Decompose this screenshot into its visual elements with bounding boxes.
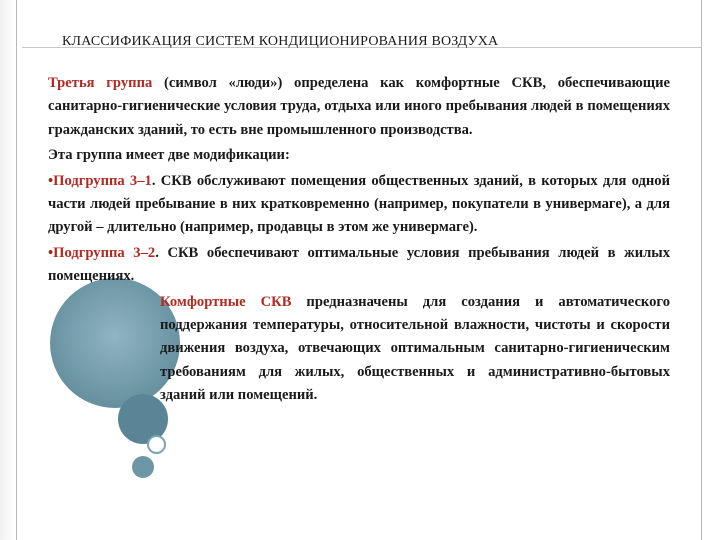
bullet-subgroup-3-1 xyxy=(48,170,670,240)
decorative-ring-small xyxy=(147,435,166,454)
paragraph-comfort-systems xyxy=(48,291,670,408)
third-group-lead: Третья группа xyxy=(48,75,153,91)
subgroup-3-2-lead: Подгруппа 3–2 xyxy=(53,244,156,261)
third-group-text: (символ «люди») определена как комфортные СКВ, обеспечивающие санитарно-гигиенические условия труда, отдыха или иного пребывания людей в помещениях гражданских зданий, то есть вне промышленного производства. xyxy=(48,75,670,138)
subgroup-3-2-text: . СКВ обеспечивают оптимальные условия пребывания людей в жилых помещениях. xyxy=(48,244,670,285)
frame-line-right xyxy=(701,0,702,540)
left-edge-shade xyxy=(0,0,16,540)
subgroup-3-1-text: . СКВ обслуживают помещения общественных зданий, в которых для одной части людей пребывание в них кратковременно (например, покупатели в универмаге), а для другой – длительно (например, продавцы в этом же универмаге). xyxy=(48,172,670,236)
paragraph-modifications: Эта группа имеет две модификации: xyxy=(48,147,290,164)
subgroup-3-1-lead: Подгруппа 3–1 xyxy=(53,172,152,189)
paragraph-third-group xyxy=(48,72,670,142)
comfort-systems-lead: Комфортные СКВ xyxy=(160,293,292,310)
slide-body xyxy=(48,72,670,408)
comfort-systems-text: предназначены для создания и автоматического поддержания температуры, относительной влажности, чистоты и скорости движения воздуха, отвечающих оптимальным санитарно-гигиеническим требованиям для жилых, общественных и административно-бытовых зданий или помещений. xyxy=(160,293,670,404)
bullet-marker: • xyxy=(48,172,54,189)
bullet-subgroup-3-2 xyxy=(48,242,670,289)
slide-title: КЛАССИФИКАЦИЯ СИСТЕМ КОНДИЦИОНИРОВАНИЯ ВОЗДУХА xyxy=(62,34,499,49)
frame-line-left xyxy=(16,0,17,540)
bullet-marker: • xyxy=(48,244,54,261)
decorative-circle-small xyxy=(132,456,154,478)
